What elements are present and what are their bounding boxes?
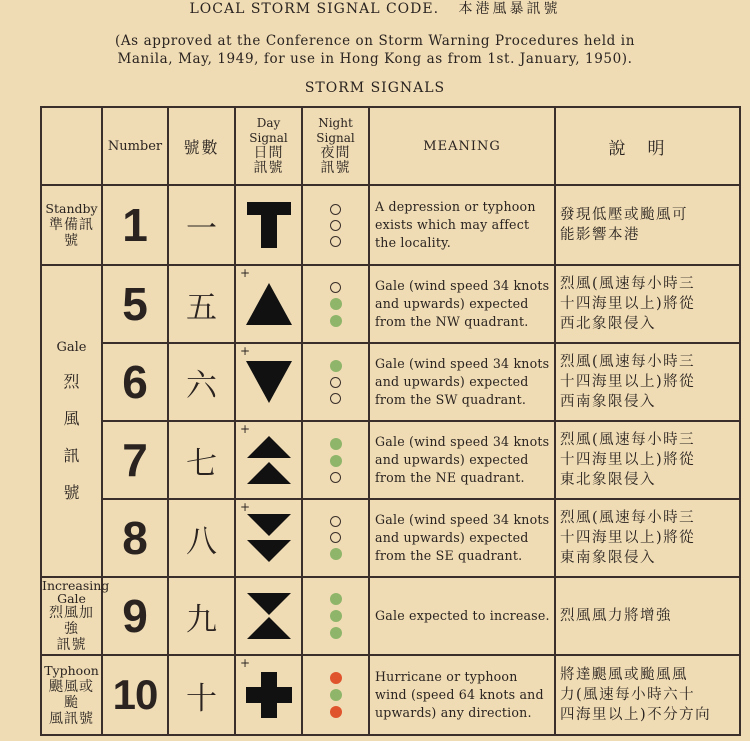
signal-row-1 bbox=[41, 185, 740, 265]
signal-meaning: Gale (wind speed 34 knots and upwards) expected from the NW quadrant. bbox=[369, 265, 555, 343]
signal-meaning: Gale (wind speed 34 knots and upwards) expected from the SW quadrant. bbox=[369, 343, 555, 421]
subtitle-line-1: (As approved at the Conference on Storm Warning Procedures held in bbox=[114, 33, 636, 49]
signal-number: 5 bbox=[102, 265, 168, 343]
signal-number-cn: 七 bbox=[168, 421, 235, 499]
subtitle-line-2: Manila, May, 1949, for use in Hong Kong as from 1st. January, 1950). bbox=[117, 51, 633, 67]
night-light-green-icon bbox=[330, 455, 342, 467]
night-light-green-icon bbox=[330, 438, 342, 450]
signal-number-cn: 一 bbox=[168, 185, 235, 265]
signal-number-cn: 八 bbox=[168, 499, 235, 577]
page-title bbox=[0, 0, 750, 20]
signal-number: 8 bbox=[102, 499, 168, 577]
plus-mark: + bbox=[240, 500, 251, 514]
signal-meaning: Gale (wind speed 34 knots and upwards) expected from the NE quadrant. bbox=[369, 421, 555, 499]
night-signal bbox=[302, 421, 369, 499]
night-light-green-icon bbox=[330, 593, 342, 605]
signal-number-cn: 六 bbox=[168, 343, 235, 421]
night-light-white-icon bbox=[330, 377, 341, 388]
day-signal-triangle-up-icon bbox=[235, 265, 302, 343]
header-type-cell bbox=[41, 107, 102, 185]
night-light-red-icon bbox=[330, 706, 342, 718]
group-increasing-gale: Increasing Gale 烈風加強 訊號 bbox=[42, 578, 110, 653]
night-light-green-icon bbox=[330, 298, 342, 310]
night-signal bbox=[302, 577, 369, 655]
plus-mark: + bbox=[240, 344, 251, 358]
group-standby: Standby 準備訊號 bbox=[41, 185, 102, 265]
day-signal-double-down-icon bbox=[235, 499, 302, 577]
night-signal bbox=[302, 655, 369, 735]
night-light-white-icon bbox=[330, 532, 341, 543]
signal-number-cn: 九 bbox=[168, 577, 235, 655]
night-signal bbox=[302, 185, 369, 265]
header-meaning: MEANING bbox=[369, 107, 555, 185]
header-day-signal: Day Signal 日間 訊號 bbox=[235, 107, 302, 185]
header-meaning-cn: 說明 bbox=[555, 107, 740, 185]
signal-number-cn: 五 bbox=[168, 265, 235, 343]
day-signal-triangle-down-icon bbox=[235, 343, 302, 421]
group-typhoon: Typhoon 颶風或颱 風訊號 bbox=[41, 655, 102, 735]
day-signal-cross-icon bbox=[235, 655, 302, 735]
signal-meaning-cn: 烈風(風速每小時三 十四海里以上)將從 東北象限侵入 bbox=[555, 421, 740, 499]
signal-meaning-cn: 將達颶風或颱風風 力(風速每小時六十 四海里以上)不分方向 bbox=[555, 655, 740, 735]
header-number-cn: 號數 bbox=[168, 107, 235, 185]
signal-meaning-cn: 烈風風力將增強 bbox=[555, 577, 740, 655]
night-light-white-icon bbox=[330, 204, 341, 215]
night-light-green-icon bbox=[330, 627, 342, 639]
signal-meaning-cn: 烈風(風速每小時三 十四海里以上)將從 東南象限侵入 bbox=[555, 499, 740, 577]
signal-number: 9 bbox=[102, 577, 168, 655]
plus-mark: + bbox=[240, 656, 251, 670]
night-signal bbox=[302, 343, 369, 421]
night-light-green-icon bbox=[330, 689, 342, 701]
night-signal bbox=[302, 265, 369, 343]
night-light-green-icon bbox=[330, 548, 342, 560]
signal-row-7 bbox=[41, 421, 740, 499]
night-light-white-icon bbox=[330, 393, 341, 404]
signal-number: 1 bbox=[102, 185, 168, 265]
signal-meaning: Gale (wind speed 34 knots and upwards) expected from the SE quadrant. bbox=[369, 499, 555, 577]
signal-row-10 bbox=[41, 655, 740, 735]
night-light-white-icon bbox=[330, 220, 341, 231]
signal-row-8 bbox=[41, 499, 740, 577]
night-light-green-icon bbox=[330, 610, 342, 622]
signal-meaning: Gale expected to increase. bbox=[369, 577, 555, 655]
day-signal-hourglass-icon bbox=[235, 577, 302, 655]
plus-mark: + bbox=[240, 266, 251, 280]
day-signal-T-shape-icon bbox=[235, 185, 302, 265]
night-light-white-icon bbox=[330, 516, 341, 527]
signal-number: 7 bbox=[102, 421, 168, 499]
group-gale: Gale 烈 風 訊 號 bbox=[41, 265, 102, 577]
night-light-white-icon bbox=[330, 472, 341, 483]
night-light-red-icon bbox=[330, 672, 342, 684]
signal-meaning-cn: 烈風(風速每小時三 十四海里以上)將從 西北象限侵入 bbox=[555, 265, 740, 343]
signal-row-6 bbox=[41, 343, 740, 421]
night-light-white-icon bbox=[330, 282, 341, 293]
night-light-green-icon bbox=[330, 360, 342, 372]
header-number: Number bbox=[102, 107, 168, 185]
title-cn: 本港風暴訊號 bbox=[458, 1, 561, 17]
signal-number: 6 bbox=[102, 343, 168, 421]
header-night-signal: Night Signal 夜間 訊號 bbox=[302, 107, 369, 185]
signal-meaning: A depression or typhoon exists which may affect the locality. bbox=[369, 185, 555, 265]
title-en: LOCAL STORM SIGNAL CODE. bbox=[189, 1, 440, 17]
header-row bbox=[41, 107, 740, 185]
section-title: STORM SIGNALS bbox=[304, 80, 446, 96]
day-signal-double-up-icon bbox=[235, 421, 302, 499]
signal-row-5 bbox=[41, 265, 740, 343]
signal-row-9 bbox=[41, 577, 740, 655]
signal-meaning: Hurricane or typhoon wind (speed 64 knots and upwards) any direction. bbox=[369, 655, 555, 735]
night-signal bbox=[302, 499, 369, 577]
signal-meaning-cn: 發現低壓或颱風可 能影響本港 bbox=[555, 185, 740, 265]
signal-number: 10 bbox=[102, 655, 168, 735]
storm-signal-table bbox=[40, 106, 741, 736]
signal-number-cn: 十 bbox=[168, 655, 235, 735]
plus-mark: + bbox=[240, 422, 251, 436]
night-light-white-icon bbox=[330, 236, 341, 247]
night-light-green-icon bbox=[330, 315, 342, 327]
signal-meaning-cn: 烈風(風速每小時三 十四海里以上)將從 西南象限侵入 bbox=[555, 343, 740, 421]
